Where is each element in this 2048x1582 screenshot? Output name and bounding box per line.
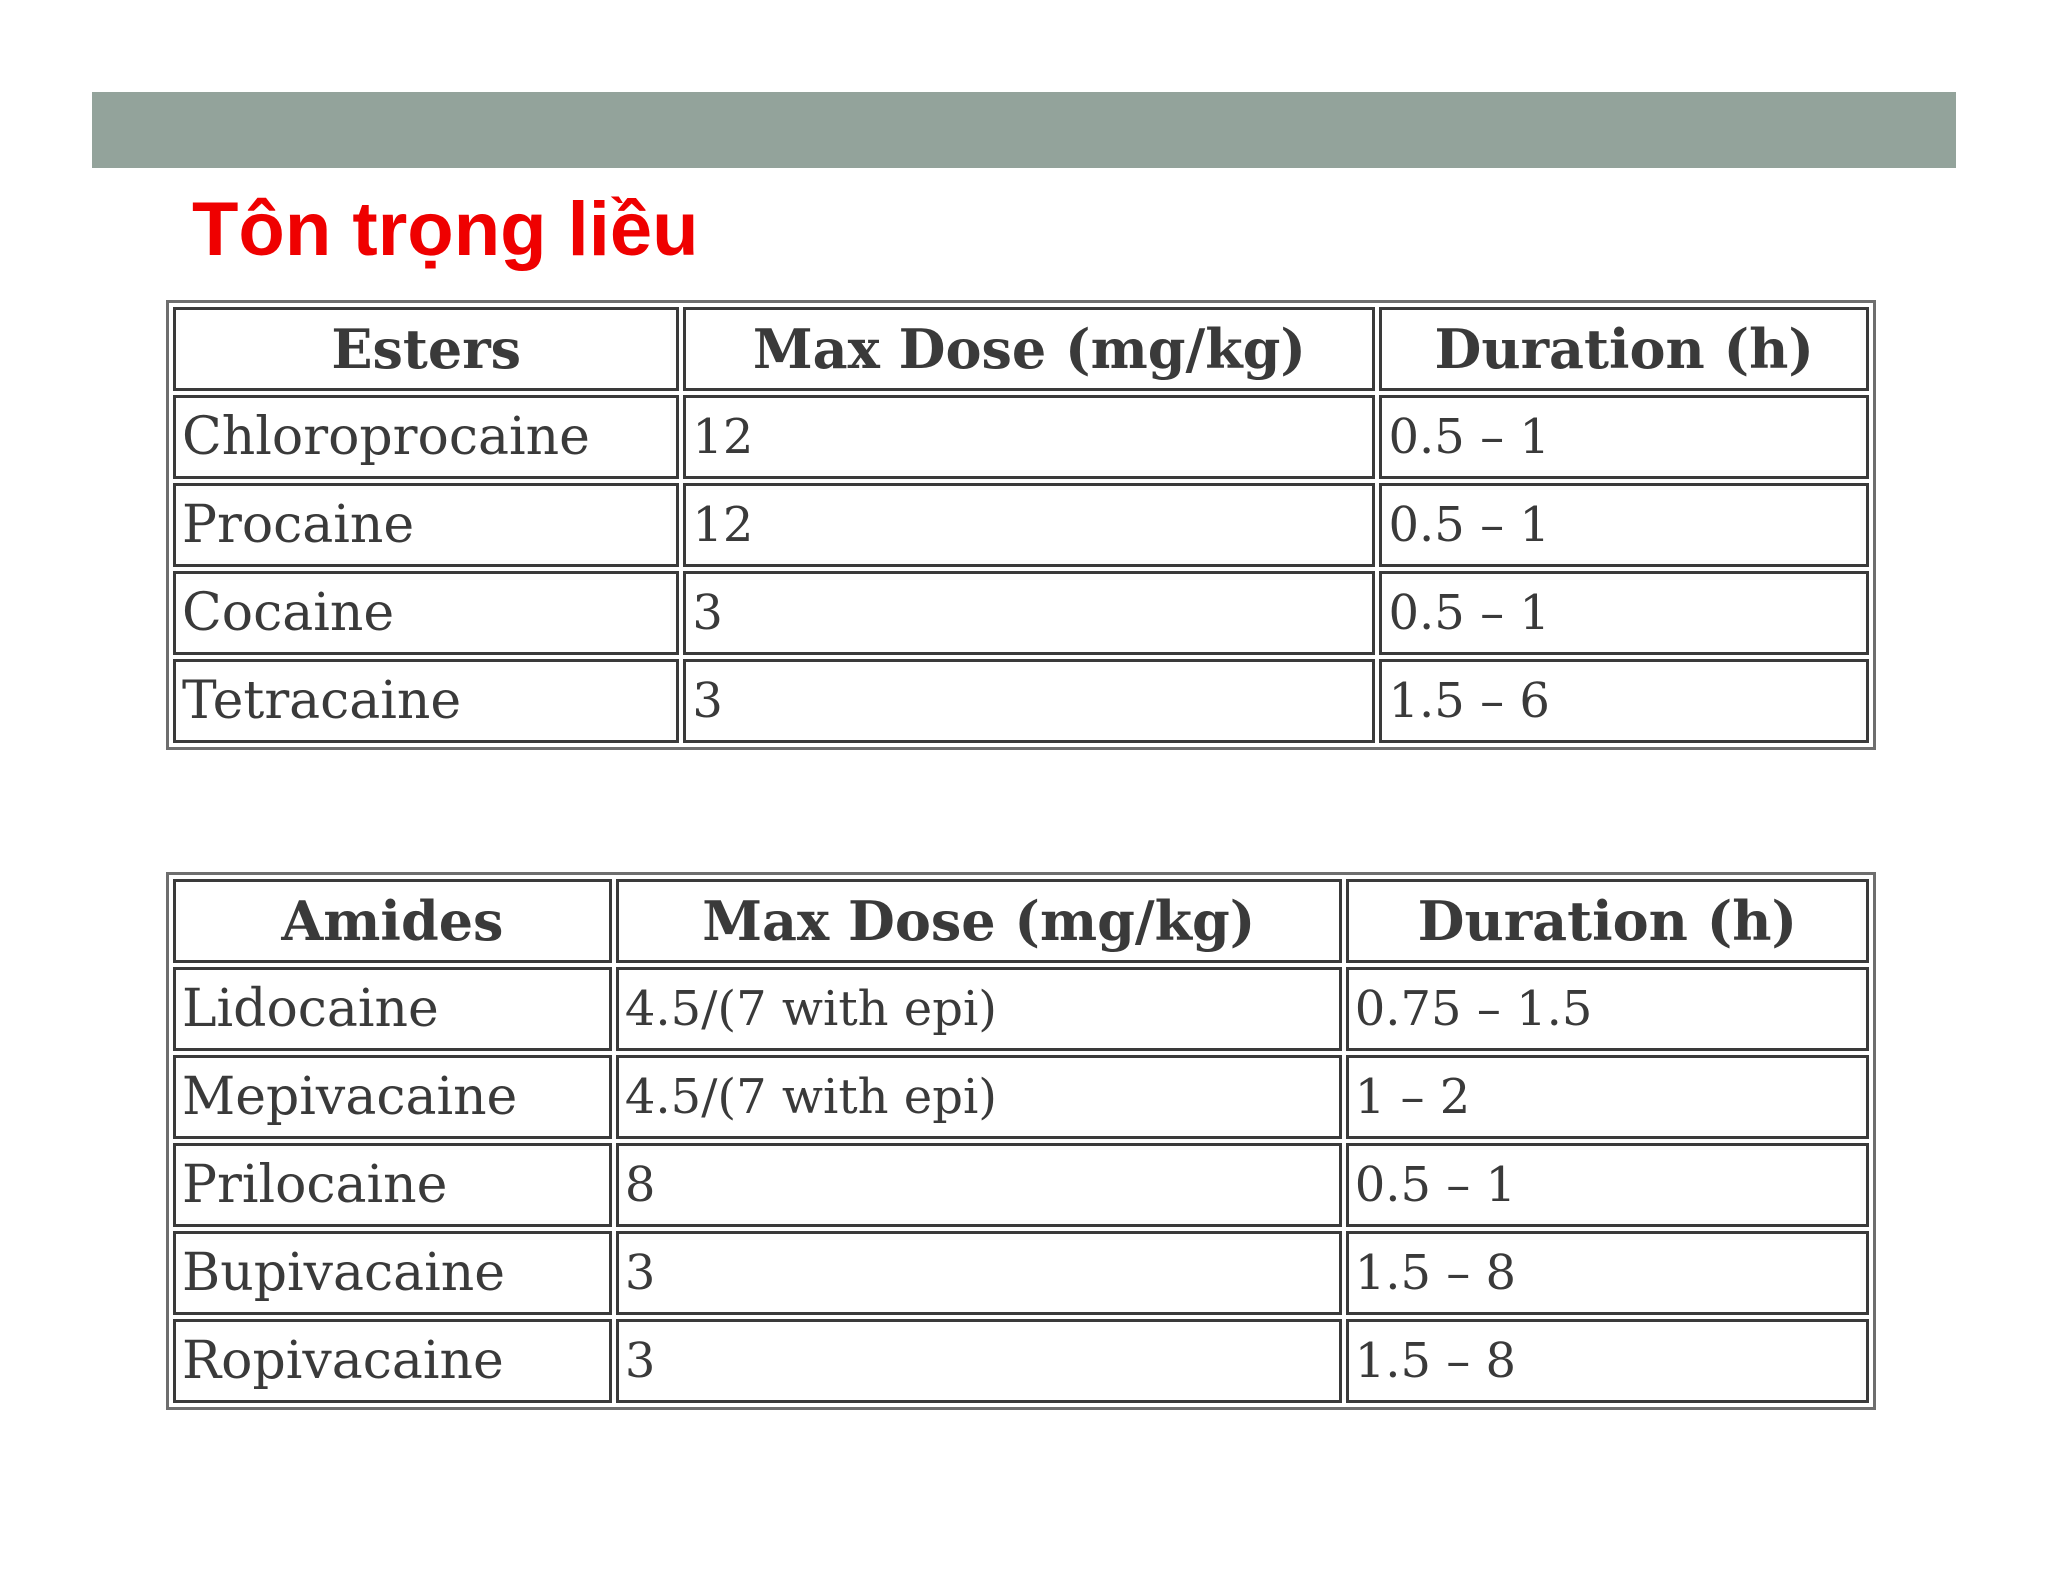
drug-name-cell: Bupivacaine [173,1231,612,1315]
max-dose-cell: 4.5/(7 with epi) [616,1055,1342,1139]
max-dose-cell: 4.5/(7 with epi) [616,967,1342,1051]
max-dose-cell: 12 [683,483,1375,567]
table-row [173,395,1869,479]
header-band [92,92,1956,168]
column-header-max-dose: Max Dose (mg/kg) [616,879,1342,963]
table-row [173,1055,1869,1139]
column-header-drug-class: Amides [173,879,612,963]
drug-name-cell: Cocaine [173,571,679,655]
drug-name-cell: Lidocaine [173,967,612,1051]
column-header-max-dose: Max Dose (mg/kg) [683,307,1375,391]
max-dose-cell: 3 [616,1319,1342,1403]
max-dose-cell: 8 [616,1143,1342,1227]
max-dose-cell: 12 [683,395,1375,479]
duration-cell: 0.75 – 1.5 [1346,967,1869,1051]
esters-dose-table [166,300,1876,750]
table-row [173,659,1869,743]
table-row [173,483,1869,567]
drug-name-cell: Chloroprocaine [173,395,679,479]
duration-cell: 1 – 2 [1346,1055,1869,1139]
amides-dose-table [166,872,1876,1410]
table-row [173,1231,1869,1315]
duration-cell: 1.5 – 6 [1379,659,1869,743]
drug-name-cell: Procaine [173,483,679,567]
drug-name-cell: Prilocaine [173,1143,612,1227]
max-dose-cell: 3 [683,659,1375,743]
duration-cell: 0.5 – 1 [1346,1143,1869,1227]
table-header-row [173,307,1869,391]
max-dose-cell: 3 [683,571,1375,655]
duration-cell: 0.5 – 1 [1379,483,1869,567]
table-row [173,571,1869,655]
table-header-row [173,879,1869,963]
drug-name-cell: Tetracaine [173,659,679,743]
slide-title: Tôn trọng liều [192,187,699,272]
table-row [173,1143,1869,1227]
column-header-duration: Duration (h) [1346,879,1869,963]
column-header-drug-class: Esters [173,307,679,391]
duration-cell: 1.5 – 8 [1346,1319,1869,1403]
duration-cell: 0.5 – 1 [1379,395,1869,479]
drug-name-cell: Ropivacaine [173,1319,612,1403]
column-header-duration: Duration (h) [1379,307,1869,391]
max-dose-cell: 3 [616,1231,1342,1315]
duration-cell: 0.5 – 1 [1379,571,1869,655]
table-row [173,967,1869,1051]
table-row [173,1319,1869,1403]
duration-cell: 1.5 – 8 [1346,1231,1869,1315]
drug-name-cell: Mepivacaine [173,1055,612,1139]
